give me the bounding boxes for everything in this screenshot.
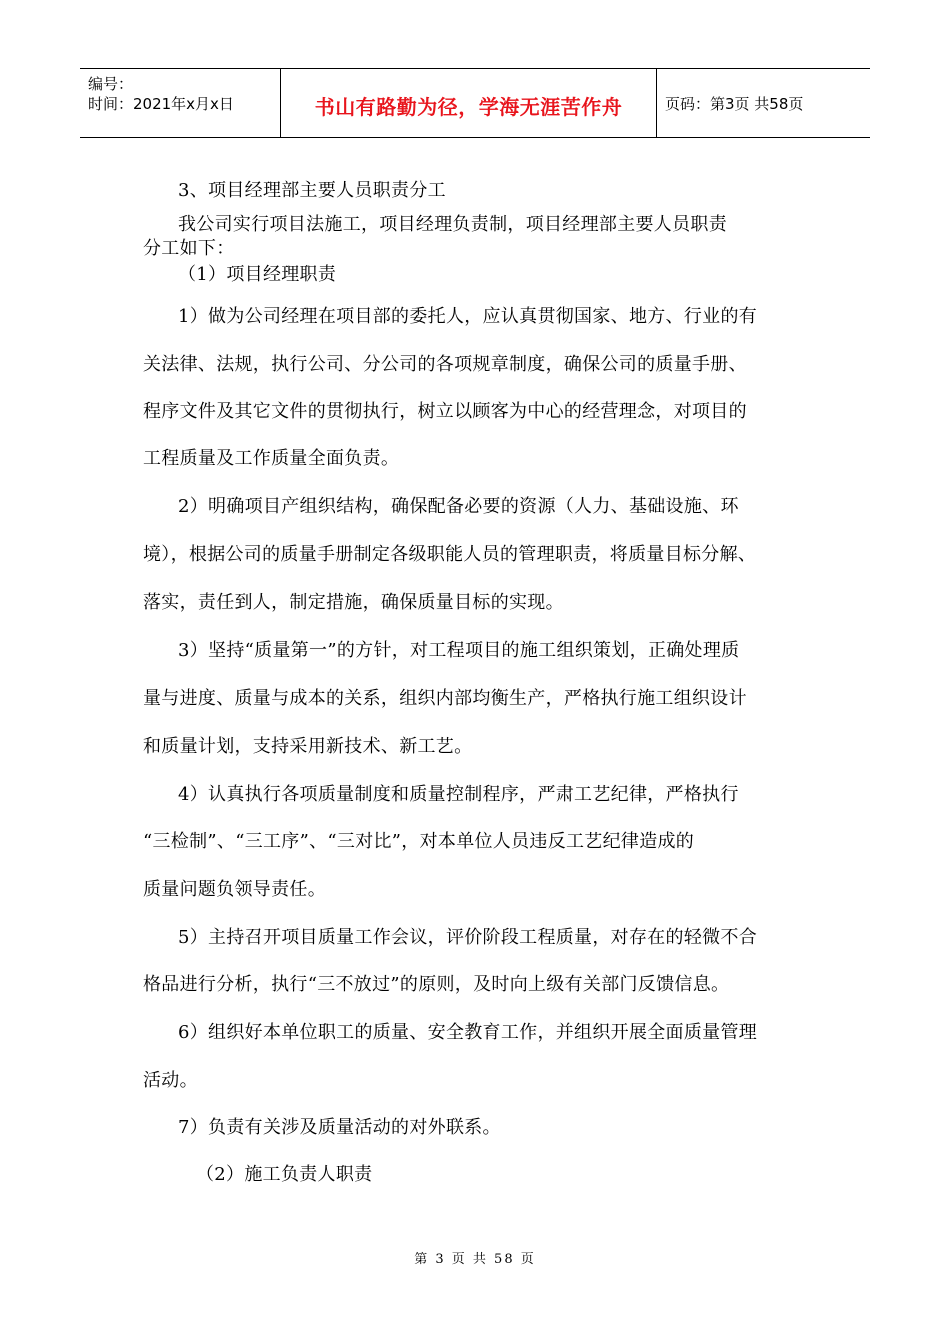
page-header bbox=[80, 68, 870, 138]
section-title: 3、项目经理部主要人员职责分工 bbox=[178, 180, 446, 201]
paragraph-line: 活动。 bbox=[143, 1070, 198, 1091]
paragraph-line: 和质量计划，支持采用新技术、新工艺。 bbox=[143, 736, 473, 757]
paragraph-line: 境），根据公司的质量手册制定各级职能人员的管理职责，将质量目标分解、 bbox=[143, 544, 757, 565]
subsection-title: （2）施工负责人职责 bbox=[196, 1164, 373, 1185]
paragraph-line: 格品进行分析，执行“三不放过”的原则，及时向上级有关部门反馈信息。 bbox=[143, 974, 730, 995]
header-motto: 书山有路勤为径，学海无涯苦作舟 bbox=[314, 95, 623, 119]
page-footer: 第 3 页 共 58 页 bbox=[414, 1252, 536, 1267]
header-page-number: 页码：第3页 共58页 bbox=[665, 95, 804, 113]
subsection-title: （1）项目经理职责 bbox=[178, 264, 337, 285]
paragraph-line: 量与进度、质量与成本的关系，组织内部均衡生产，严格执行施工组织设计 bbox=[143, 688, 747, 709]
header-info-cell bbox=[80, 69, 280, 137]
paragraph-line: “三检制”、“三工序”、“三对比”，对本单位人员违反工艺纪律造成的 bbox=[143, 831, 695, 852]
paragraph-line: 2）明确项目产组织结构，确保配备必要的资源（人力、基础设施、环 bbox=[178, 496, 739, 517]
paragraph-line: 程序文件及其它文件的贯彻执行，树立以顾客为中心的经营理念，对项目的 bbox=[143, 401, 747, 422]
paragraph-line: 6）组织好本单位职工的质量、安全教育工作，并组织开展全面质量管理 bbox=[178, 1022, 758, 1043]
paragraph-line: 关法律、法规，执行公司、分公司的各项规章制度，确保公司的质量手册、 bbox=[143, 354, 747, 375]
paragraph-line: 工程质量及工作质量全面负责。 bbox=[143, 448, 400, 469]
intro-line: 分工如下： bbox=[143, 238, 235, 259]
document-date-label: 时间：2021年x月x日 bbox=[88, 95, 234, 113]
intro-line: 我公司实行项目法施工，项目经理负责制，项目经理部主要人员职责 bbox=[178, 214, 727, 235]
paragraph-line: 7）负责有关涉及质量活动的对外联系。 bbox=[178, 1117, 501, 1138]
paragraph-line: 4）认真执行各项质量制度和质量控制程序，严肃工艺纪律，严格执行 bbox=[178, 784, 739, 805]
paragraph-line: 3）坚持“质量第一”的方针，对工程项目的施工组织策划，正确处理质 bbox=[178, 640, 740, 661]
header-page-cell bbox=[656, 69, 870, 137]
document-number-label: 编号： bbox=[88, 75, 134, 93]
paragraph-line: 落实，责任到人，制定措施，确保质量目标的实现。 bbox=[143, 592, 564, 613]
header-motto-cell bbox=[280, 69, 657, 137]
paragraph-line: 质量问题负领导责任。 bbox=[143, 879, 326, 900]
paragraph-line: 1）做为公司经理在项目部的委托人，应认真贯彻国家、地方、行业的有 bbox=[178, 306, 758, 327]
paragraph-line: 5）主持召开项目质量工作会议，评价阶段工程质量，对存在的轻微不合 bbox=[178, 927, 758, 948]
